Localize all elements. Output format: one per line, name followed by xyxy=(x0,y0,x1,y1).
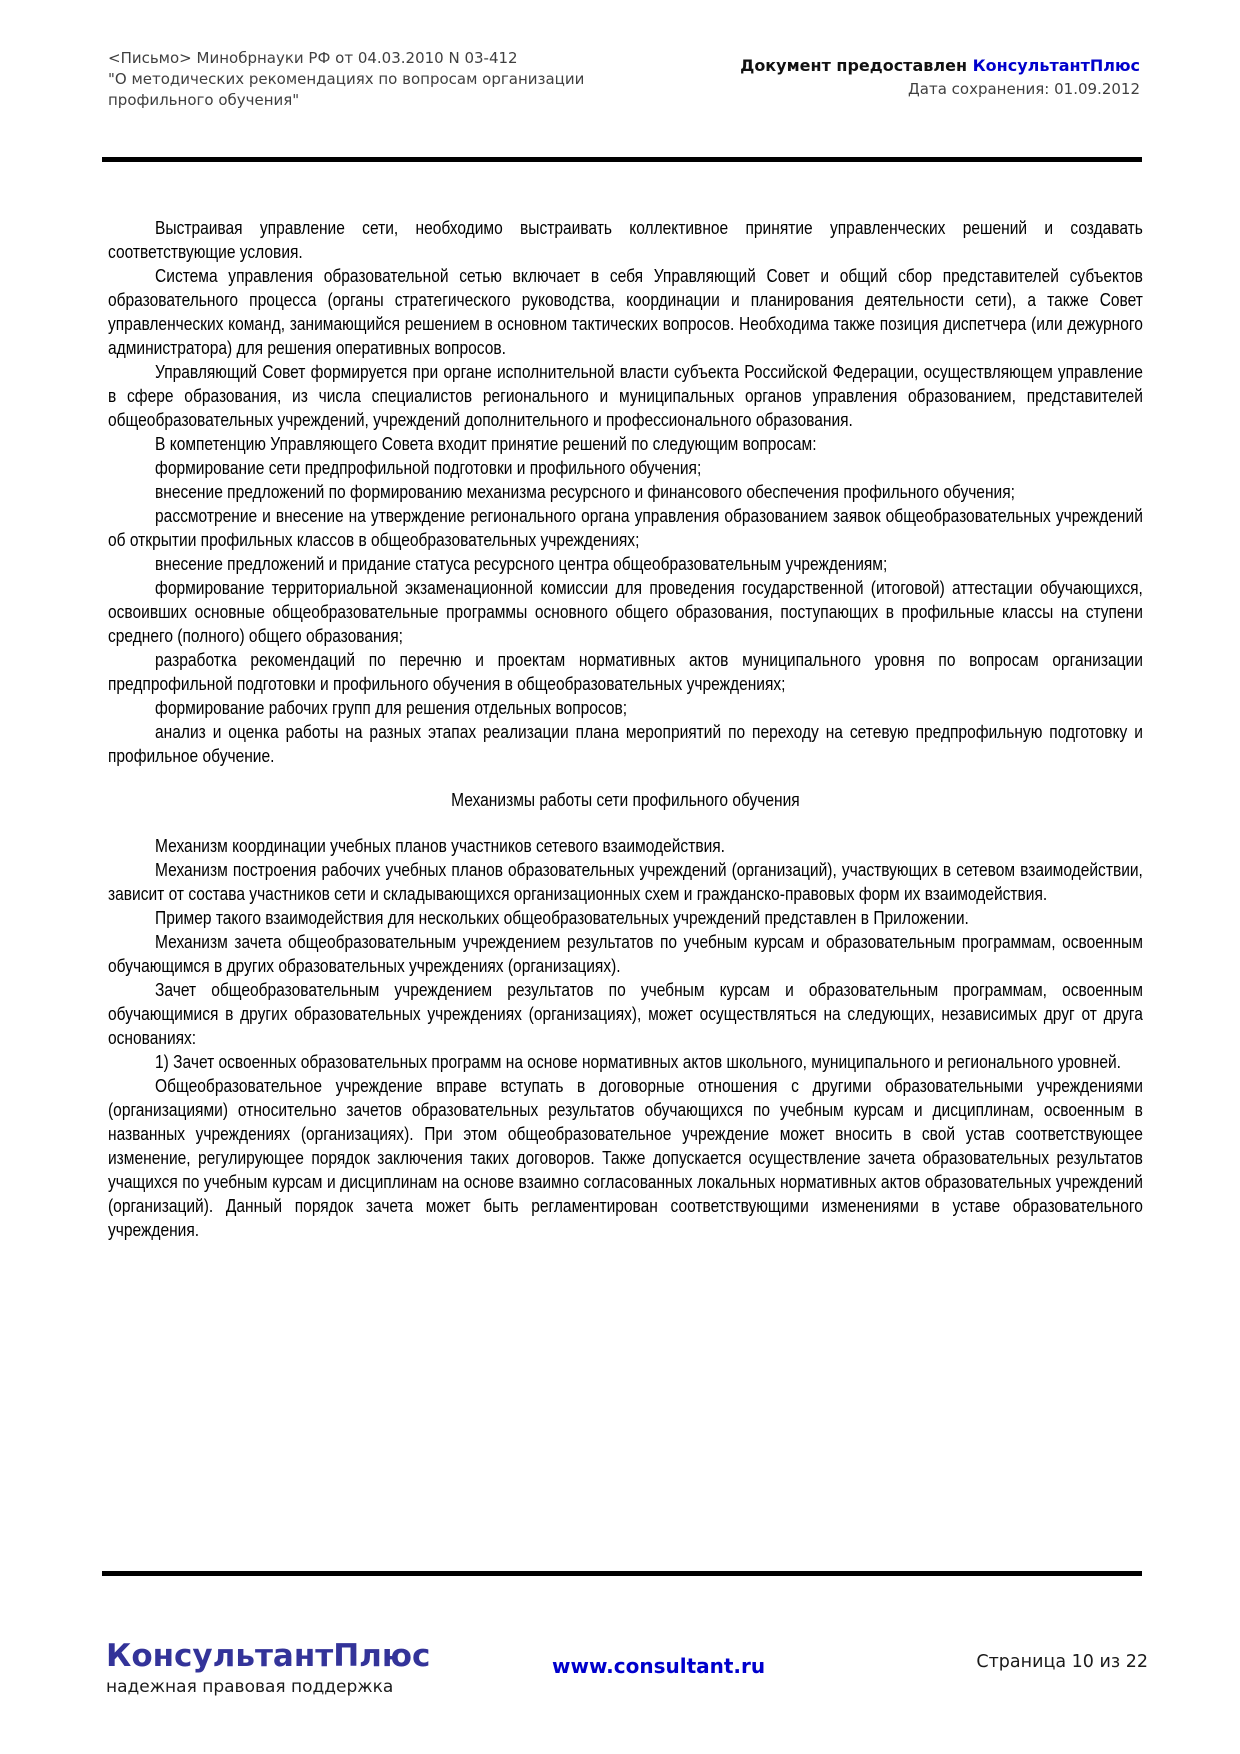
paragraph: Механизм координации учебных планов участников сетевого взаимодействия. xyxy=(155,835,725,856)
consultant-url-link[interactable]: www.consultant.ru xyxy=(552,1654,766,1678)
header-provider-block xyxy=(740,56,1140,99)
document-title xyxy=(108,48,688,111)
paragraph: формирование рабочих групп для решения отдельных вопросов; xyxy=(155,697,628,718)
paragraph: внесение предложений по формированию механизма ресурсного и финансового обеспечения профильного обучения; xyxy=(155,481,1015,502)
consultantplus-logo: КонсультантПлюс xyxy=(106,1638,431,1674)
paragraph: рассмотрение и внесение на утверждение регионального органа управления образованием заявок общеобразовательных учреждений об открытии профильных классов в общеобразовательных учреждениях; xyxy=(108,505,1143,550)
paragraph: Механизм построения рабочих учебных планов образовательных учреждений (организаций), участвующих в сетевом взаимодействии, зависит от состава участников сети и складывающихся организационных схем и гражданско-правовых форм их взаимодействия. xyxy=(108,859,1143,904)
paragraph: Пример такого взаимодействия для нескольких общеобразовательных учреждений представлен в Приложении. xyxy=(155,907,969,928)
paragraph: анализ и оценка работы на разных этапах реализации плана мероприятий по переходу на сетевую предпрофильную подготовку и профильное обучение. xyxy=(108,721,1143,766)
paragraph: Управляющий Совет формируется при органе исполнительной власти субъекта Российской Федерации, осуществляющем управление в сфере образования, из числа специалистов регионального и муниципальных органов управления образованием, представителей общеобразовательных учреждений, учреждений дополнительного и профессионального образования. xyxy=(108,361,1143,430)
footer-logo-block xyxy=(106,1638,430,1697)
paragraph: разработка рекомендаций по перечню и проектам нормативных актов муниципального уровня по вопросам организации предпрофильной подготовки и профильного обучения в общеобразовательных учреждениях; xyxy=(108,649,1143,694)
saved-date-label: Дата сохранения: 01.09.2012 xyxy=(908,80,1140,98)
paragraph: Механизм зачета общеобразовательным учреждением результатов по учебным курсам и образовательным программам, освоенным обучающимся в других образовательных учреждениях (организациях). xyxy=(108,931,1143,976)
paragraph: Выстраивая управление сети, необходимо выстраивать коллективное принятие управленческих решений и создавать соответствующие условия. xyxy=(108,217,1143,262)
consultantplus-link[interactable]: КонсультантПлюс xyxy=(972,56,1140,75)
paragraph: Общеобразовательное учреждение вправе вступать в договорные отношения с другими образовательными учреждениями (организациями) относительно зачетов образовательных результатов обучающихся по учебным курсам и дисциплинам, освоенным в названных учреждениях (организациях). При этом общеобразовательное учреждение может вносить в свой устав соответствующее изменение, регулирующее порядок заключения таких договоров. Также допускается осуществление зачета образовательных результатов учащихся по учебным курсам и дисциплинам на основе взаимно согласованных локальных нормативных актов образовательных учреждений (организаций). Данный порядок зачета может быть регламентирован соответствующими изменениями в уставе образовательного учреждения. xyxy=(108,1075,1143,1240)
paragraph: внесение предложений и придание статуса ресурсного центра общеобразовательным учреждениям; xyxy=(155,553,888,574)
page-number-label: Страница 10 из 22 xyxy=(976,1652,1148,1672)
paragraph: Система управления образовательной сетью включает в себя Управляющий Совет и общий сбор представителей субъектов образовательного процесса (органы стратегического руководства, координации и планирования деятельности сети), а также Совет управленческих команд, занимающийся решением в основном тактических вопросов. Необходима также позиция диспетчера (или дежурного администратора) для решения оперативных вопросов. xyxy=(108,265,1143,358)
top-divider xyxy=(102,157,1142,162)
paragraph: формирование территориальной экзаменационной комиссии для проведения государственной (итоговой) аттестации обучающихся, освоивших основные общеобразовательные программы основного общего образования, поступающих в профильные классы на ступени среднего (полного) общего образования; xyxy=(108,577,1143,646)
provided-label: Документ предоставлен xyxy=(740,56,973,75)
paragraph: В компетенцию Управляющего Совета входит принятие решений по следующим вопросам: xyxy=(155,433,817,454)
document-title-line1: <Письмо> Минобрнауки РФ от 04.03.2010 N 03-412 xyxy=(108,49,518,67)
paragraph: 1) Зачет освоенных образовательных программ на основе нормативных актов школьного, муниципального и регионального уровней. xyxy=(155,1051,1121,1072)
document-title-line2: "О методических рекомендациях по вопросам организации профильного обучения" xyxy=(108,70,585,109)
logo-tagline: надежная правовая поддержка xyxy=(106,1677,394,1697)
document-body xyxy=(108,216,1143,1566)
section-heading: Механизмы работы сети профильного обучения xyxy=(451,789,800,810)
paragraph: формирование сети предпрофильной подготовки и профильного обучения; xyxy=(155,457,702,478)
paragraph: Зачет общеобразовательным учреждением результатов по учебным курсам и образовательным программам, освоенным обучающимися в других образовательных учреждениях (организациях), может осуществляться на следующих, независимых друг от друга основаниях: xyxy=(108,979,1143,1048)
bottom-divider xyxy=(102,1571,1142,1576)
